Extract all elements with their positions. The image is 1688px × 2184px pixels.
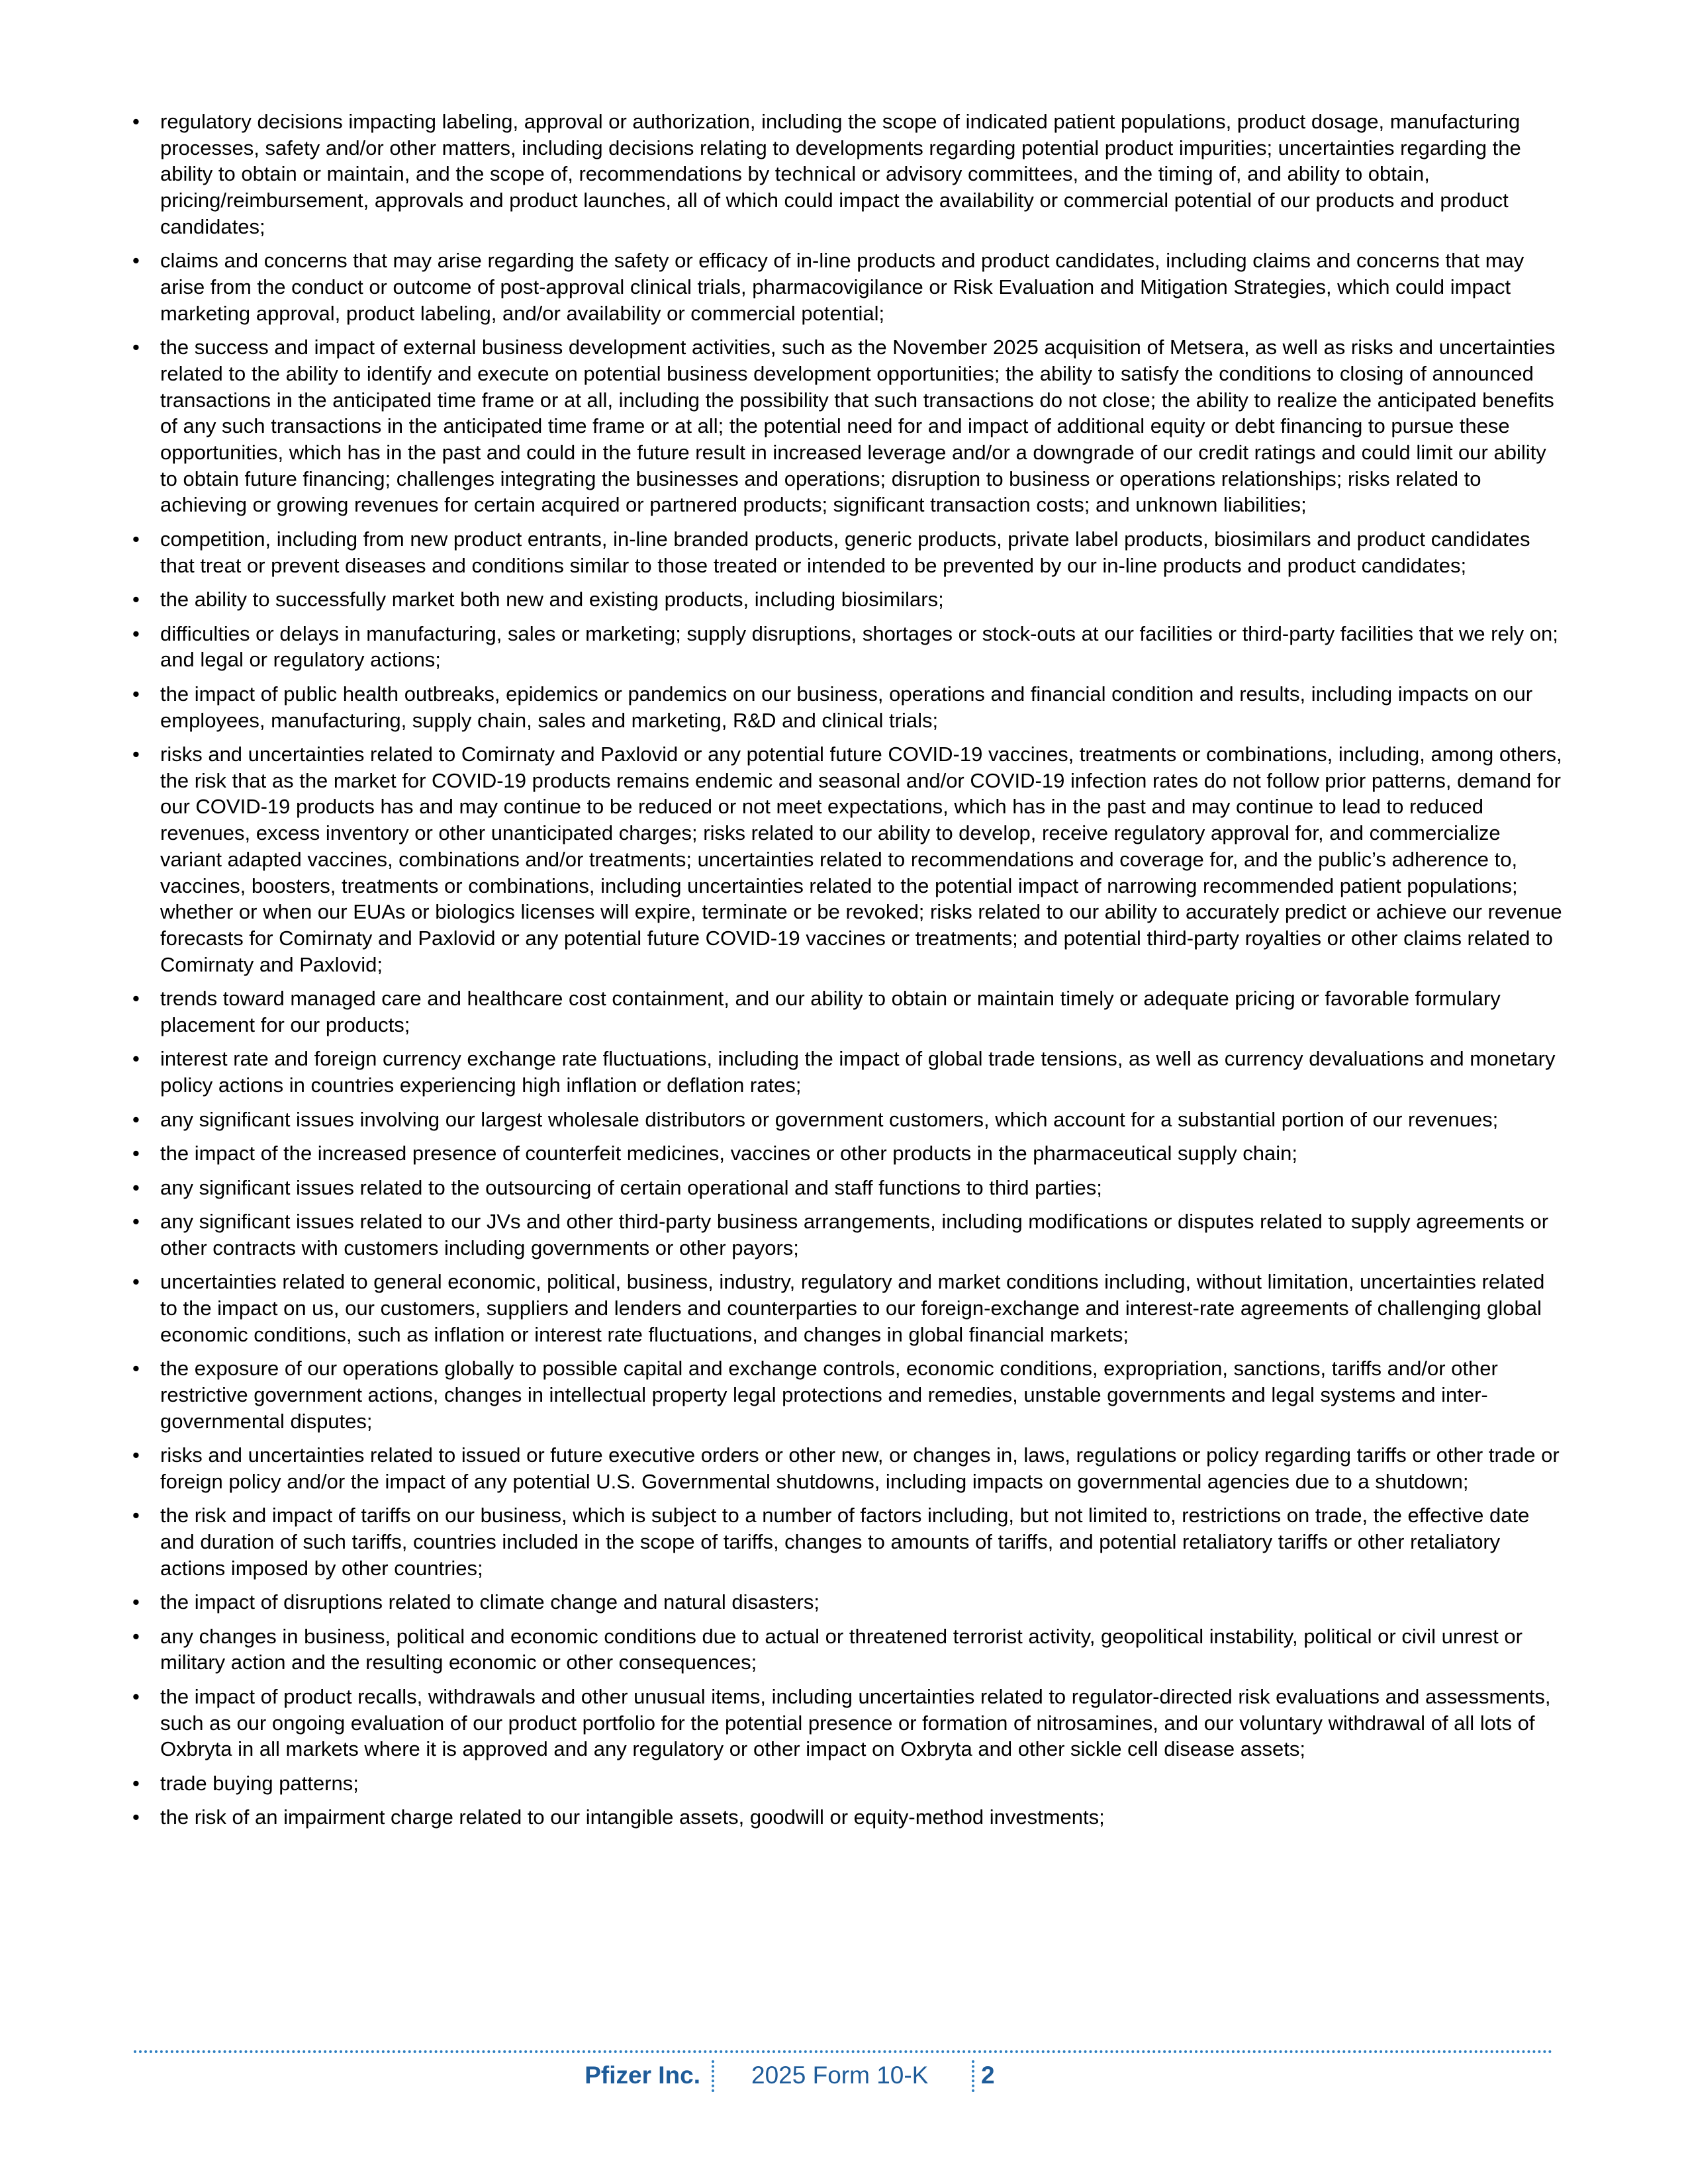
list-item: • difficulties or delays in manufacturing, sales or marketing; supply disruptions, shortages or stock-outs at our facilities or third-party facilities that we rely on; and legal or regulatory actions; xyxy=(132,621,1562,673)
list-item: • the exposure of our operations globally to possible capital and exchange controls, economic conditions, expropriation, sanctions, tariffs and/or other restrictive government actions, changes in intellectual property legal protections and remedies, unstable governments and legal systems and inter-governmental disputes; xyxy=(132,1355,1562,1434)
list-item: • the impact of product recalls, withdrawals and other unusual items, including uncertainties related to regulator-directed risk evaluations and assessments, such as our ongoing evaluation of our product portfolio for the potential presence or formation of nitrosamines, and our voluntary withdrawal of all lots of Oxbryta in all markets where it is approved and any regulatory or other impact on Oxbryta and other sickle cell disease assets; xyxy=(132,1684,1562,1762)
list-item: • risks and uncertainties related to issued or future executive orders or other new, or changes in, laws, regulations or policy regarding tariffs or other trade or foreign policy and/or the impact of any potential U.S. Governmental shutdowns, including impacts on governmental agencies due to a shutdown; xyxy=(132,1442,1562,1494)
list-item: • competition, including from new product entrants, in-line branded products, generic products, private label products, biosimilars and product candidates that treat or prevent diseases and conditions similar to those treated or intended to be prevented by our in-line products and product candidates; xyxy=(132,526,1562,578)
list-item: • the impact of public health outbreaks, epidemics or pandemics on our business, operations and financial condition and results, including impacts on our employees, manufacturing, supply chain, sales and marketing, R&D and clinical trials; xyxy=(132,681,1562,733)
footer-divider xyxy=(134,2050,1553,2053)
footer-separator xyxy=(972,2060,974,2092)
list-item: • any significant issues related to our JVs and other third-party business arrangements, including modifications or disputes related to supply agreements or other contracts with customers including governments or other payors; xyxy=(132,1208,1562,1261)
footer-company: Pfizer Inc. xyxy=(585,2062,700,2089)
list-item: • the impact of the increased presence of counterfeit medicines, vaccines or other products in the pharmaceutical supply chain; xyxy=(132,1140,1562,1167)
bullet-list xyxy=(132,109,1562,1831)
list-item: • claims and concerns that may arise regarding the safety or efficacy of in-line products and product candidates, including claims and concerns that may arise from the conduct or outcome of post-approval clinical trials, pharmacovigilance or Risk Evaluation and Mitigation Strategies, which could impact marketing approval, product labeling, and/or availability or commercial potential; xyxy=(132,248,1562,326)
list-item: • any significant issues involving our largest wholesale distributors or government customers, which account for a substantial portion of our revenues; xyxy=(132,1107,1562,1133)
page-footer xyxy=(0,2055,1688,2096)
risk-factor-list xyxy=(132,109,1562,1839)
list-item: • the success and impact of external business development activities, such as the November 2025 acquisition of Metsera, as well as risks and uncertainties related to the ability to identify and execute on potential business development opportunities; the ability to satisfy the conditions to closing of announced transactions in the anticipated time frame or at all, including the possibility that such transactions do not close; the ability to realize the anticipated benefits of any such transactions in the anticipated time frame or at all; the potential need for and impact of additional equity or debt financing to pursue these opportunities, which has in the past and could in the future result in increased leverage and/or a downgrade of our credit ratings and could limit our ability to obtain future financing; challenges integrating the businesses and operations; disruption to business or operations relationships; risks related to achieving or growing revenues for certain acquired or partnered products; significant transaction costs; and unknown liabilities; xyxy=(132,334,1562,518)
list-item: • the ability to successfully market both new and existing products, including biosimilars; xyxy=(132,586,1562,613)
list-item: • interest rate and foreign currency exchange rate fluctuations, including the impact of global trade tensions, as well as currency devaluations and monetary policy actions in countries experiencing high inflation or deflation rates; xyxy=(132,1046,1562,1098)
list-item: • trade buying patterns; xyxy=(132,1770,1562,1797)
list-item: • the risk and impact of tariffs on our business, which is subject to a number of factors including, but not limited to, restrictions on trade, the effective date and duration of such tariffs, countries included in the scope of tariffs, changes to amounts of tariffs, and potential retaliatory tariffs or other retaliatory actions imposed by other countries; xyxy=(132,1502,1562,1581)
list-item: • any significant issues related to the outsourcing of certain operational and staff functions to third parties; xyxy=(132,1175,1562,1201)
list-item: • the impact of disruptions related to climate change and natural disasters; xyxy=(132,1589,1562,1615)
list-item: • trends toward managed care and healthcare cost containment, and our ability to obtain or maintain timely or adequate pricing or favorable formulary placement for our products; xyxy=(132,985,1562,1038)
list-item: • any changes in business, political and economic conditions due to actual or threatened terrorist activity, geopolitical instability, political or civil unrest or military action and the resulting economic or other consequences; xyxy=(132,1623,1562,1676)
list-item: • regulatory decisions impacting labeling, approval or authorization, including the scope of indicated patient populations, product dosage, manufacturing processes, safety and/or other matters, including decisions relating to developments regarding potential product impurities; uncertainties regarding the ability to obtain or maintain, and the scope of, recommendations by technical or advisory committees, and the timing of, and ability to obtain, pricing/reimbursement, approvals and product launches, all of which could impact the availability or commercial potential of our products and product candidates; xyxy=(132,109,1562,240)
footer-form: 2025 Form 10-K xyxy=(751,2062,929,2089)
list-item: • the risk of an impairment charge related to our intangible assets, goodwill or equity-method investments; xyxy=(132,1804,1562,1831)
footer-separator xyxy=(712,2060,714,2092)
page-number: 2 xyxy=(981,2062,995,2089)
list-item: • uncertainties related to general economic, political, business, industry, regulatory and market conditions including, without limitation, uncertainties related to the impact on us, our customers, suppliers and lenders and counterparties to our foreign-exchange and interest-rate agreements of challenging global economic conditions, such as inflation or interest rate fluctuations, and changes in global financial markets; xyxy=(132,1269,1562,1347)
list-item: • risks and uncertainties related to Comirnaty and Paxlovid or any potential future COVID-19 vaccines, treatments or combinations, including, among others, the risk that as the market for COVID-19 products remains endemic and seasonal and/or COVID-19 infection rates do not follow prior patterns, demand for our COVID-19 products has and may continue to be reduced or not meet expectations, which has in the past and may continue to lead to reduced revenues, excess inventory or other unanticipated charges; risks related to our ability to develop, receive regulatory approval for, and commercialize variant adapted vaccines, combinations and/or treatments; uncertainties related to recommendations and coverage for, and the public’s adherence to, vaccines, boosters, treatments or combinations, including uncertainties related to the potential impact of narrowing recommended patient populations; whether or when our EUAs or biologics licenses will expire, terminate or be revoked; risks related to our ability to accurately predict or achieve our revenue forecasts for Comirnaty and Paxlovid or any potential future COVID-19 vaccines or treatments; and potential third-party royalties or other claims related to Comirnaty and Paxlovid; xyxy=(132,741,1562,978)
